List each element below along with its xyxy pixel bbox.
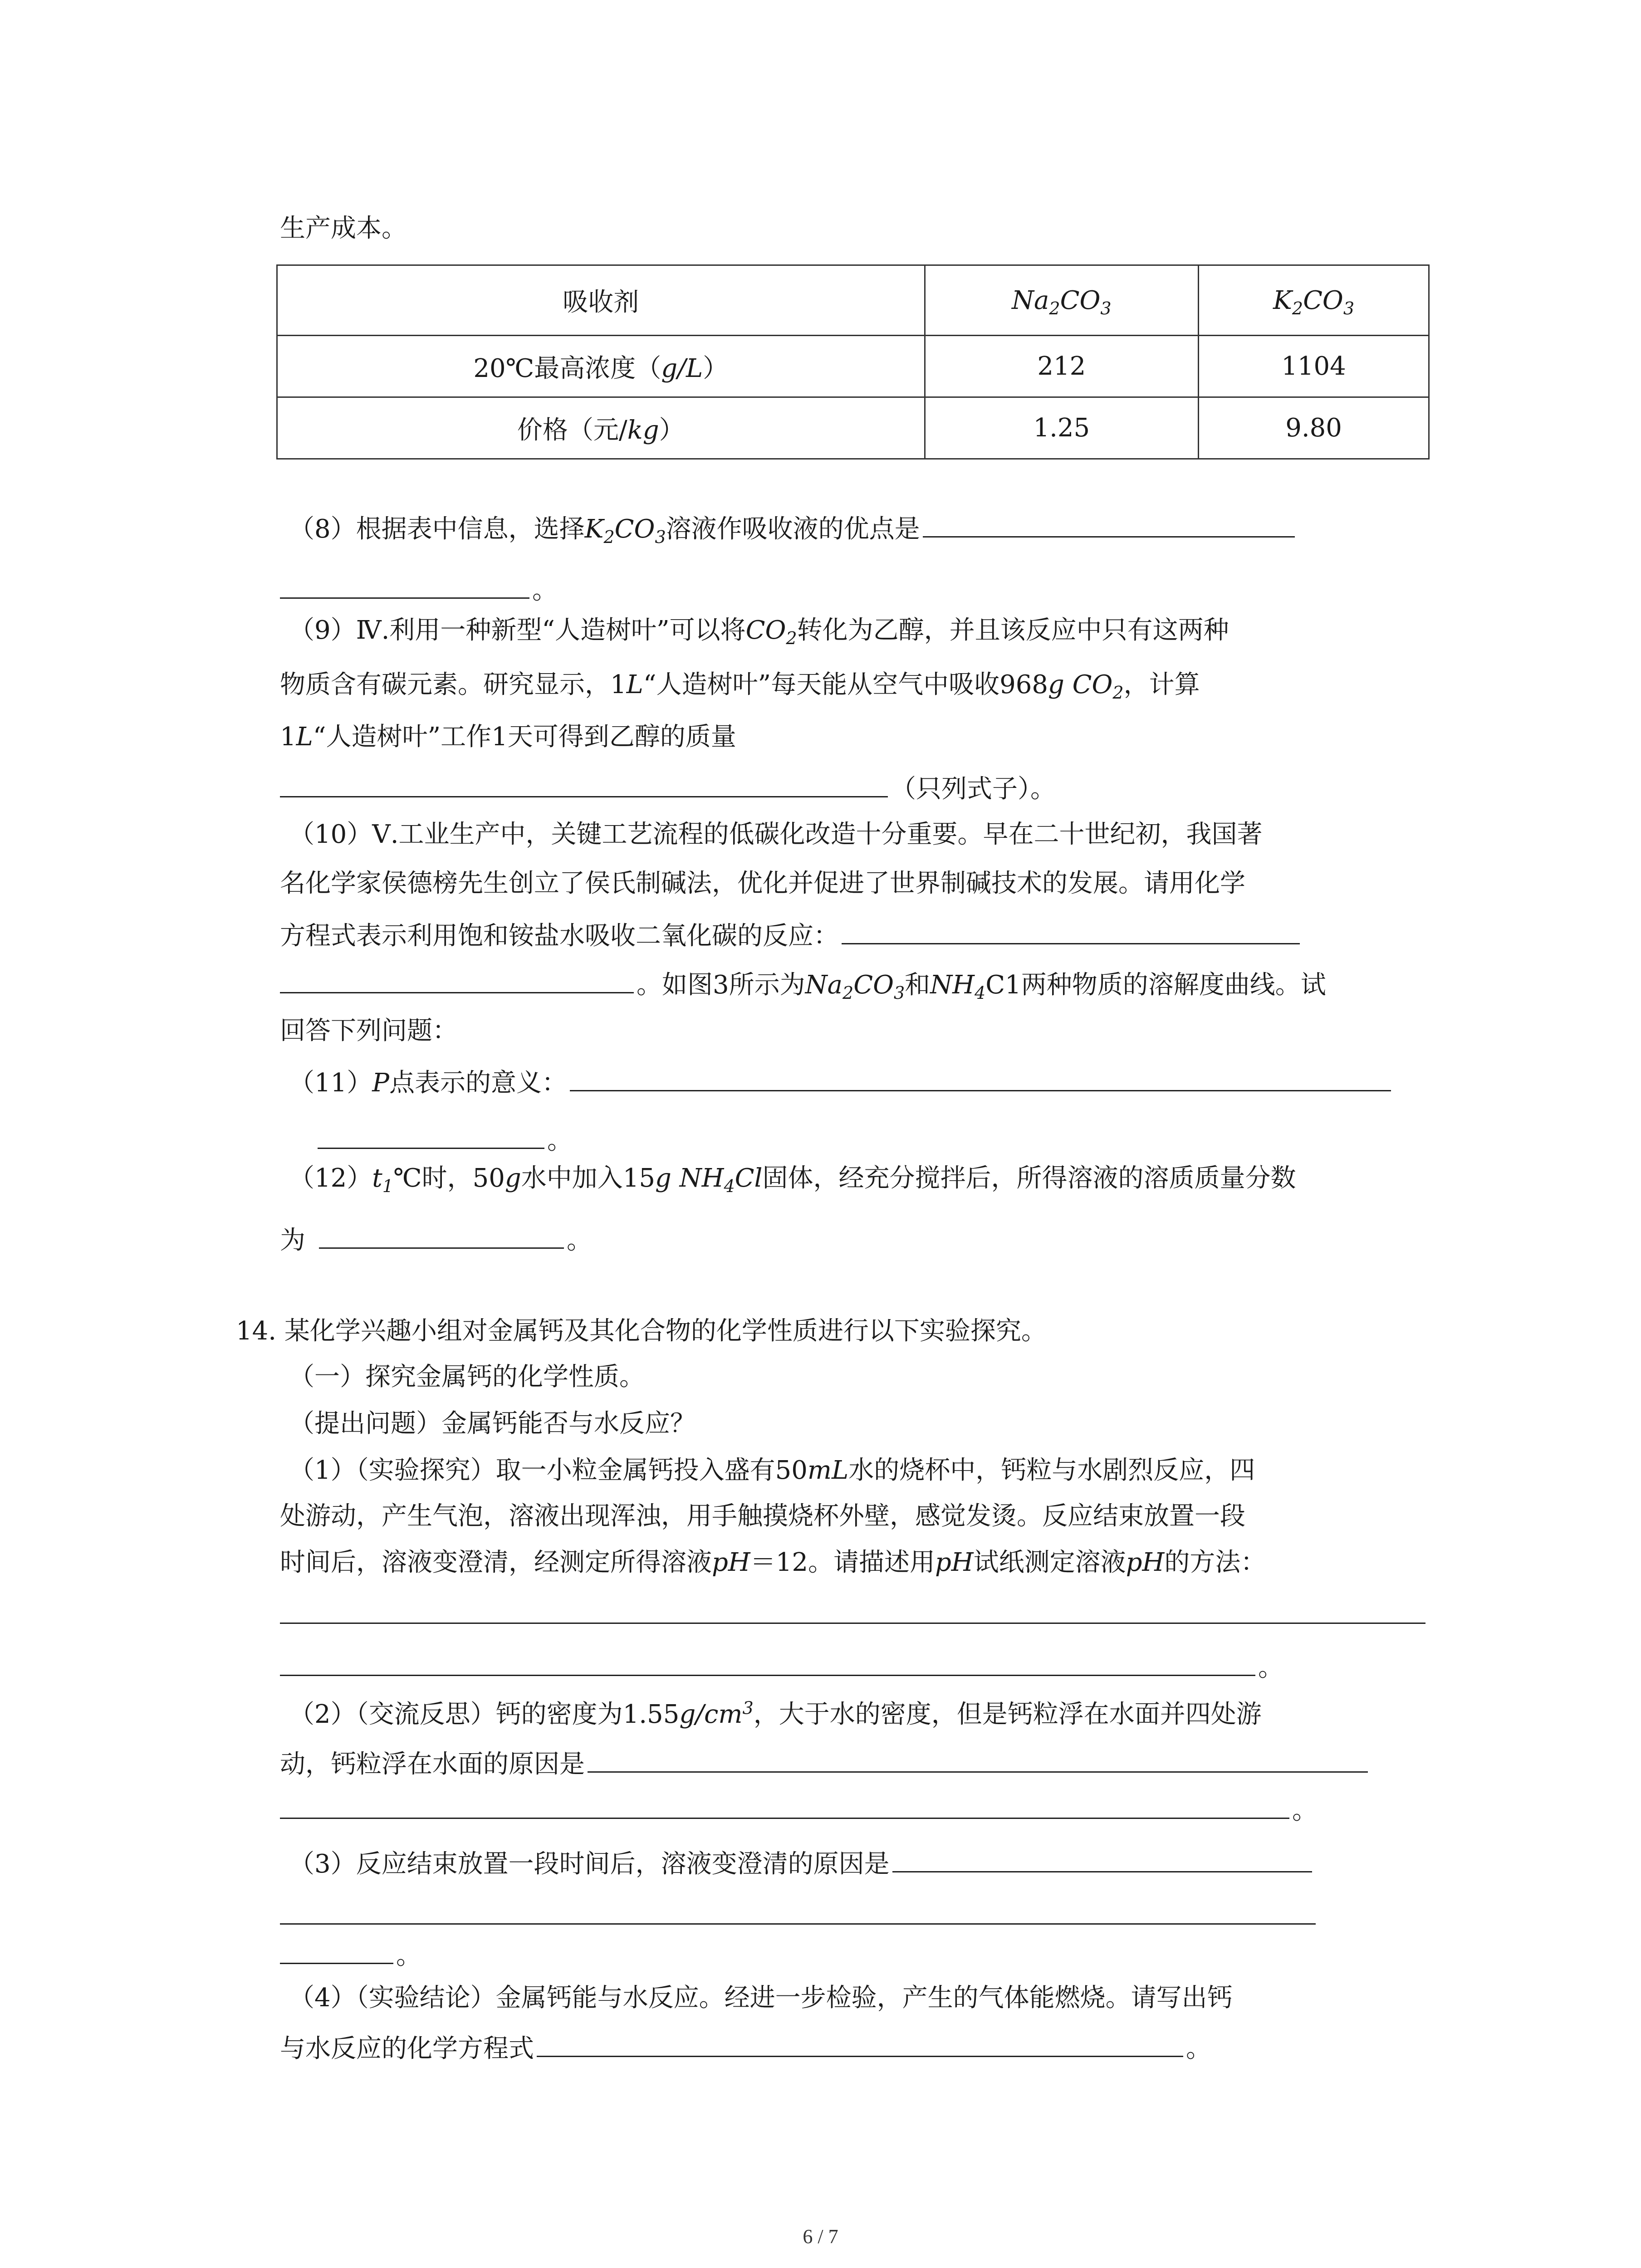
question-9-line-2: 物质含有碳元素。研究显示，1L“人造树叶”每天能从空气中吸收968g $CO_2$，计算 [280, 670, 1200, 703]
question-12-line-1: $(12)t_1℃$时，50g水中加入15g $NH_4Cl$固体，经充分搅拌后，所得溶液的溶质质量分数 [289, 1163, 1296, 1197]
answer-blank[interactable] [892, 1843, 1312, 1872]
page-number: 6 / 7 [803, 2225, 838, 2248]
answer-blank[interactable] [280, 569, 529, 599]
question-14-section-1: （一）探究金属钙的化学性质。 [289, 1362, 645, 1392]
table-header-na2co3: $Na_2CO_3$ [925, 265, 1199, 336]
question-10-line-4: 。如图3所示为$Na_2CO_3$和$NH_4C1$两种物质的溶解度曲线。试 [280, 964, 1326, 1000]
answer-blank[interactable] [280, 1935, 393, 1964]
answer-blank[interactable] [588, 1743, 1368, 1773]
question-8-line-1: （8）根据表中信息，选择$K_2CO_3$溶液作吸收液的优点是 [289, 508, 1298, 544]
question-14-part-4-line-2: 与水反应的化学方程式 。 [280, 2028, 1211, 2064]
table-cell: 1.25 [925, 397, 1199, 459]
table-cell: 212 [925, 336, 1199, 397]
answer-blank[interactable] [537, 2028, 1183, 2057]
table-row [277, 336, 1429, 397]
question-10-line-1: （10）Ⅴ.工业生产中，关键工艺流程的低碳化改造十分重要。早在二十世纪初，我国著 [289, 820, 1263, 849]
answer-blank[interactable] [280, 1647, 1255, 1676]
answer-blank[interactable] [570, 1062, 1391, 1091]
answer-blank[interactable] [319, 1219, 564, 1249]
absorbent-table [276, 264, 1430, 459]
question-14-part-2-end: 。 [280, 1789, 1318, 1826]
question-14-heading: 14. 某化学兴趣小组对金属钙及其化合物的化学性质进行以下实验探究。 [236, 1316, 1047, 1346]
question-11-line-2: 。 [280, 1119, 573, 1156]
question-14-part-2-line-2: 动，钙粒浮在水面的原因是 [280, 1743, 1371, 1779]
question-14-part-2-line-1: （2）（交流反思）钙的密度为$1.55g/cm^3$，大于水的密度，但是钙粒浮在水面并四处游 [289, 1698, 1262, 1729]
answer-blank[interactable] [280, 964, 634, 993]
answer-line[interactable] [280, 1623, 1425, 1624]
answer-blank[interactable] [280, 768, 888, 797]
question-12-line-2: 为 。 [280, 1219, 592, 1256]
question-14-part-1-line-2: 处游动，产生气泡，溶液出现浑浊，用手触摸烧杯外壁，感觉发烫。反应结束放置一段 [280, 1501, 1245, 1531]
table-header-absorbent: 吸收剂 [277, 265, 925, 336]
question-9-line-3: 1L“人造树叶”工作1天可得到乙醇的质量 [280, 722, 736, 752]
question-14-part-3-line-1: （3）反应结束放置一段时间后，溶液变澄清的原因是 [289, 1843, 1315, 1879]
table-cell-label: 价格（元/kg） [277, 397, 925, 459]
answer-blank[interactable] [923, 508, 1295, 538]
table-row [277, 397, 1429, 459]
answer-line[interactable] [280, 1923, 1316, 1925]
table-cell-label: 20℃最高浓度（g/L） [277, 336, 925, 397]
table-cell: 9.80 [1199, 397, 1429, 459]
question-14-part-3-end: 。 [280, 1935, 421, 1971]
question-14-part-4-line-1: （4）（实验结论）金属钙能与水反应。经进一步检验，产生的气体能燃烧。请写出钙 [289, 1983, 1233, 2013]
question-8-line-2: 。 [280, 569, 558, 606]
answer-blank[interactable] [842, 915, 1300, 944]
answer-blank[interactable] [318, 1119, 544, 1149]
answer-blank[interactable] [280, 1789, 1289, 1819]
question-14-part-1-line-1: （1）（实验探究）取一小粒金属钙投入盛有50mL水的烧杯中，钙粒与水剧烈反应，四 [289, 1456, 1255, 1485]
table-header-k2co3: $K_2CO_3$ [1199, 265, 1429, 336]
question-14-part-1-end: 。 [280, 1647, 1283, 1683]
table-cell: 1104 [1199, 336, 1429, 397]
question-10-line-3: 方程式表示利用饱和铵盐水吸收二氧化碳的反应： [280, 915, 1303, 951]
question-14-part-1-line-3: 时间后，溶液变澄清，经测定所得溶液pH＝12。请描述用pH试纸测定溶液pH的方法： [280, 1548, 1266, 1577]
question-9-line-4: （只列式子）。 [280, 768, 1056, 804]
top-line: 生产成本。 [280, 214, 407, 243]
question-11-line-1: （11）P点表示的意义： [289, 1062, 1394, 1098]
question-14-section-2: （提出问题）金属钙能否与水反应？ [289, 1409, 696, 1438]
question-10-line-2: 名化学家侯德榜先生创立了侯氏制碱法，优化并促进了世界制碱技术的发展。请用化学 [280, 869, 1245, 898]
question-9-line-1: （9）Ⅳ.利用一种新型“人造树叶”可以将$CO_2$转化为乙醇，并且该反应中只有这两种 [289, 616, 1229, 649]
table-header-row [277, 265, 1429, 336]
question-10-line-5: 回答下列问题： [280, 1016, 458, 1046]
